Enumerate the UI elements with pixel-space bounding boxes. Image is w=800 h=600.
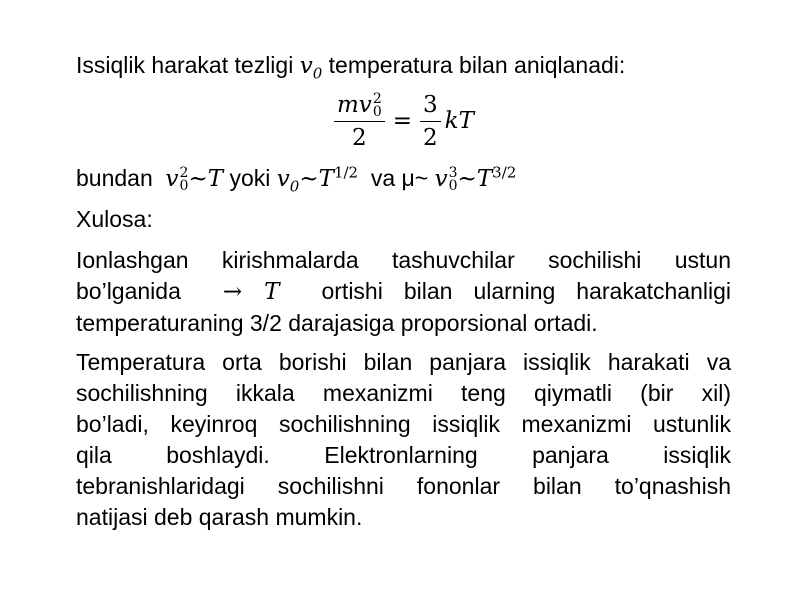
intro-text-after: temperatura bilan aniqlanadi: xyxy=(328,52,626,78)
proportionality-line xyxy=(76,163,516,195)
v-squared-expr: v 2 0 ~T xyxy=(165,165,224,194)
v-root-expr: $v_0\sim T^{1/2}$ xyxy=(276,163,359,196)
equals-sign: = xyxy=(392,108,413,134)
va-mu-word: va μ~ xyxy=(370,165,429,191)
para1-line3: temperaturaning 3/2 darajasiga proporsional ortadi. xyxy=(76,310,598,336)
lhs-fraction xyxy=(334,91,385,152)
para2-line1: Temperatura orta borishi bilan panjara issiqlik harakati va xyxy=(76,349,731,375)
conclusion-heading: Xulosa: xyxy=(76,206,153,232)
energy-equation xyxy=(330,88,474,154)
lhs-denominator: 2 xyxy=(352,124,367,151)
velocity-symbol: $v_0$ xyxy=(299,53,323,83)
para1-line1: Ionlashgan kirishmalarda tashuvchilar sochilishi ustun xyxy=(76,247,731,273)
lhs-numerator: mv 2 0 xyxy=(334,91,385,122)
paragraph-ionized-impurities xyxy=(76,245,731,339)
rhs-tail: kT xyxy=(444,108,474,134)
para2-line3: bo’ladi, keyinroq sochilishning issiqlik mexanizmi ustunlik xyxy=(76,411,731,437)
para2-line6: natijasi deb qarash mumkin. xyxy=(76,504,363,530)
para2-line4: qila boshlaydi. Elektronlarning panjara issiqlik xyxy=(76,442,731,468)
para2-line2: sochilishning ikkala mexanizmi teng qiymatli (bir xil) xyxy=(76,380,731,406)
rhs-fraction xyxy=(420,91,441,152)
para2-line5: tebranishlaridagi sochilishni fononlar bilan to’qnashish xyxy=(76,473,731,499)
v-cubed-expr: v 3 0 $\sim T^{3/2}$ xyxy=(434,163,517,194)
rhs-numerator: 3 xyxy=(420,91,441,122)
intro-line xyxy=(76,50,625,82)
intro-text-before: Issiqlik harakat tezligi xyxy=(76,52,294,78)
paragraph-lattice-scattering xyxy=(76,347,731,533)
bundan-word: bundan xyxy=(76,165,153,191)
rhs-denominator: 2 xyxy=(423,124,438,151)
yoki-word: yoki xyxy=(229,165,271,191)
para1-line2: bo’lganida → T ortishi bilan ularning harakatchanligi xyxy=(76,278,732,305)
